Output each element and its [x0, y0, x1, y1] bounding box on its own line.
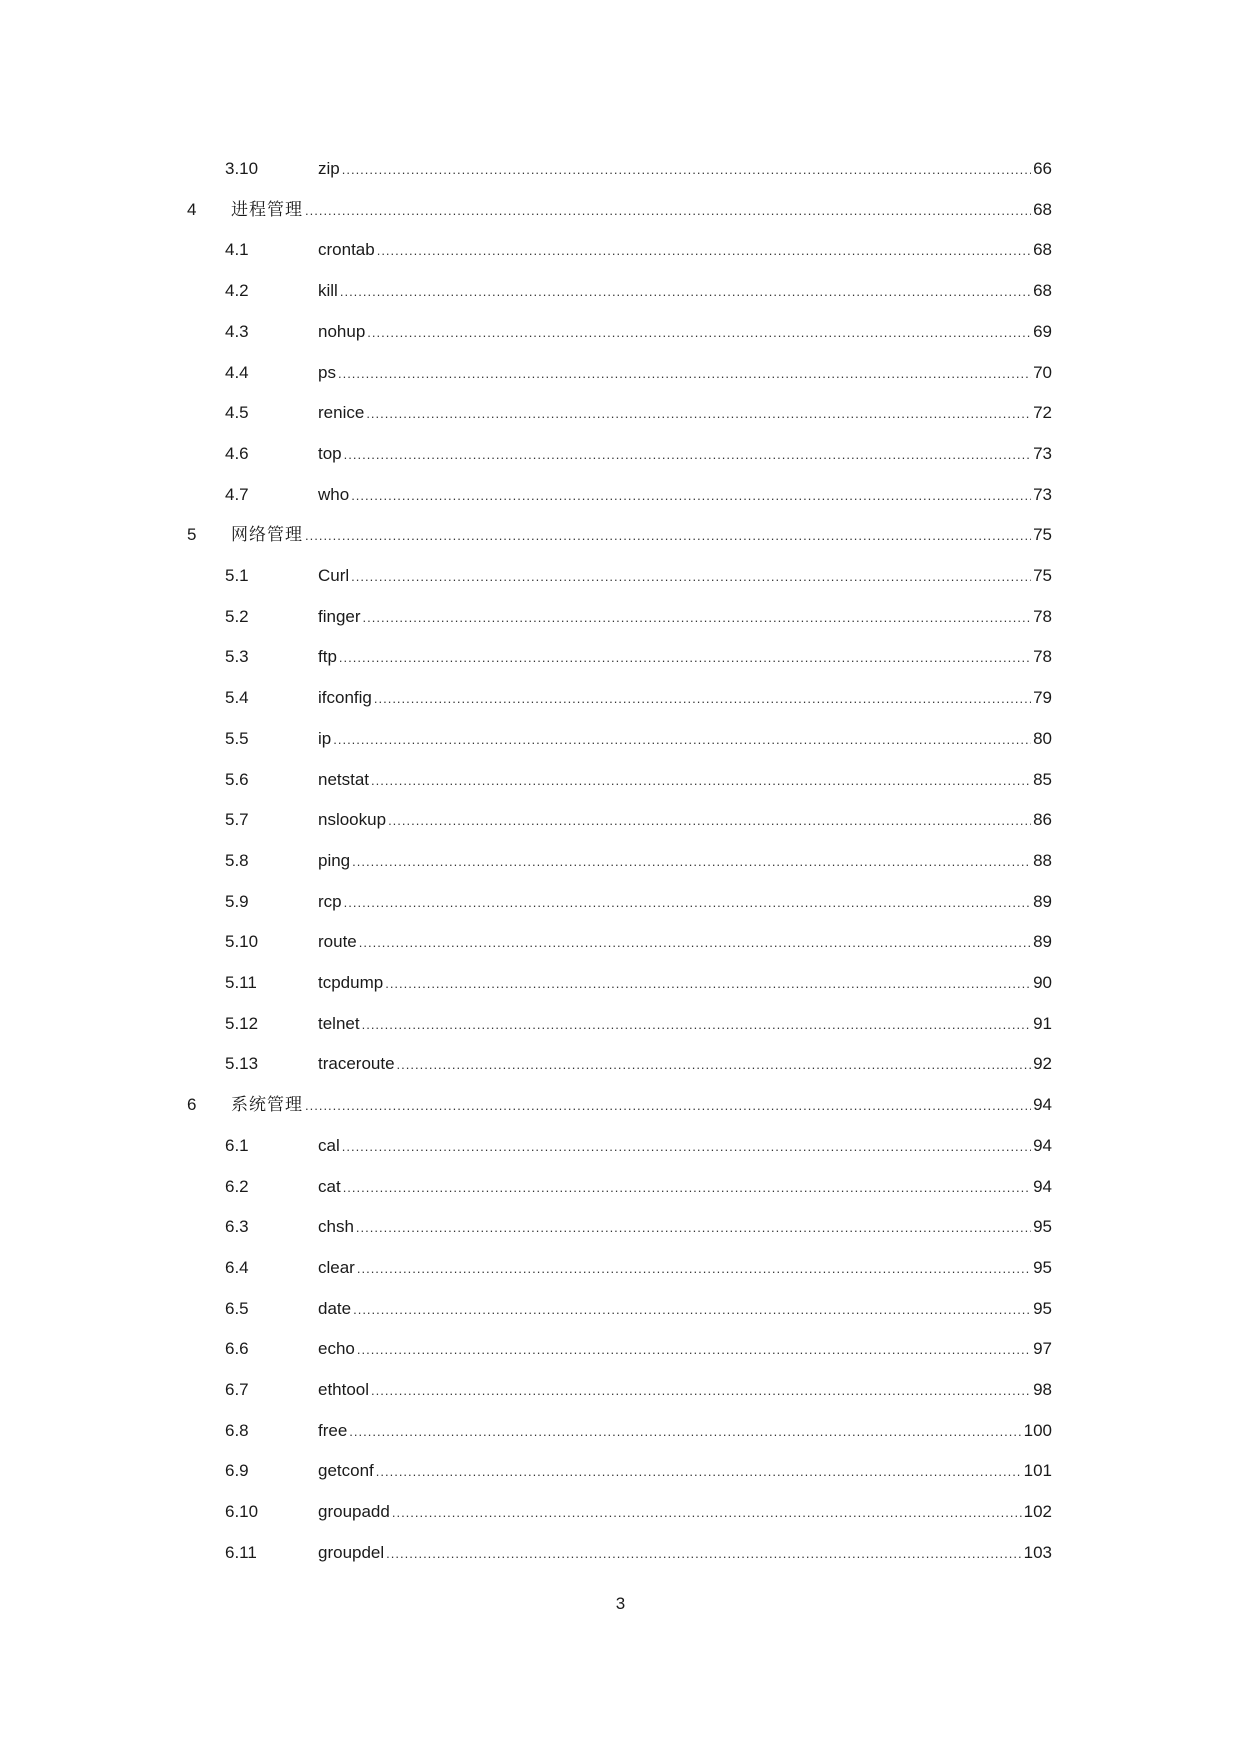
toc-entry-number: 5.10 [225, 932, 259, 951]
toc-dot-leader [352, 847, 1031, 877]
toc-entry-page: 68 [1033, 281, 1052, 300]
toc-entry-title: nohup [318, 322, 366, 341]
toc-entry-number: 6.9 [225, 1461, 249, 1480]
toc-entry-title: chsh [318, 1217, 354, 1236]
toc-entry-title: 网络管理 [231, 525, 303, 545]
toc-entry-number: 5.13 [225, 1054, 259, 1073]
toc-entry-title: crontab [318, 240, 375, 259]
toc-entry-number: 6.4 [225, 1258, 249, 1277]
toc-section-entry[interactable] [225, 398, 1052, 428]
toc-entry-number: 6 [187, 1095, 197, 1114]
toc-entry-number: 6.6 [225, 1339, 249, 1358]
toc-entry-title: finger [318, 607, 361, 626]
toc-entry-number: 5.1 [225, 566, 249, 585]
toc-entry-title: traceroute [318, 1054, 395, 1073]
toc-entry-title: ping [318, 851, 351, 870]
toc-section-entry[interactable] [225, 480, 1052, 510]
toc-dot-leader [385, 969, 1031, 999]
toc-entry-page: 66 [1033, 159, 1052, 178]
toc-entry-title: date [318, 1299, 352, 1318]
toc-entry-title: netstat [318, 770, 370, 789]
toc-entry-title: who [318, 485, 350, 504]
toc-entry-title: ip [318, 729, 332, 748]
toc-entry-number: 5.2 [225, 607, 249, 626]
toc-dot-leader [392, 1498, 1022, 1528]
toc-section-entry[interactable] [225, 1212, 1052, 1242]
toc-dot-leader [376, 1457, 1022, 1487]
toc-section-entry[interactable] [225, 1294, 1052, 1324]
toc-section-entry[interactable] [225, 642, 1052, 672]
toc-entry-number: 4.6 [225, 444, 249, 463]
toc-chapter-entry[interactable] [187, 520, 1052, 550]
toc-entry-title: ethtool [318, 1380, 370, 1399]
toc-entry-number: 5 [187, 525, 197, 544]
toc-section-entry[interactable] [225, 154, 1052, 184]
toc-section-entry[interactable] [225, 724, 1052, 754]
toc-dot-leader [349, 1417, 1021, 1447]
toc-section-entry[interactable] [225, 887, 1052, 917]
toc-section-entry[interactable] [225, 1334, 1052, 1364]
toc-section-entry[interactable] [225, 1049, 1052, 1079]
toc-entry-page: 103 [1023, 1543, 1052, 1562]
toc-section-entry[interactable] [225, 927, 1052, 957]
toc-entry-page: 69 [1033, 322, 1052, 341]
toc-dot-leader [305, 1091, 1031, 1121]
toc-dot-leader [377, 236, 1031, 266]
toc-entry-title: zip [318, 159, 340, 178]
toc-entry-page: 91 [1033, 1014, 1052, 1033]
toc-entry-title: nslookup [318, 810, 387, 829]
toc-entry-number: 4.3 [225, 322, 249, 341]
toc-entry-page: 86 [1033, 810, 1052, 829]
toc-entry-number: 6.5 [225, 1299, 249, 1318]
toc-entry-page: 75 [1033, 566, 1052, 585]
toc-entry-title: echo [318, 1339, 355, 1358]
toc-entry-page: 89 [1033, 932, 1052, 951]
toc-section-entry[interactable] [225, 602, 1052, 632]
toc-entry-title: route [318, 932, 357, 951]
toc-section-entry[interactable] [225, 1253, 1052, 1283]
toc-entry-title: 进程管理 [231, 200, 303, 220]
toc-section-entry[interactable] [225, 1009, 1052, 1039]
toc-entry-number: 6.8 [225, 1421, 249, 1440]
toc-entry-number: 5.3 [225, 647, 249, 666]
toc-entry-title: telnet [318, 1014, 360, 1033]
toc-entry-number: 5.8 [225, 851, 249, 870]
toc-section-entry[interactable] [225, 235, 1052, 265]
toc-entry-page: 68 [1033, 200, 1052, 219]
toc-entry-page: 101 [1023, 1461, 1052, 1480]
toc-entry-page: 73 [1033, 444, 1052, 463]
toc-entry-page: 72 [1033, 403, 1052, 422]
toc-entry-page: 92 [1033, 1054, 1052, 1073]
toc-entry-title: cat [318, 1177, 341, 1196]
toc-entry-page: 68 [1033, 240, 1052, 259]
toc-section-entry[interactable] [225, 968, 1052, 998]
toc-entry-page: 88 [1033, 851, 1052, 870]
toc-entry-page: 102 [1023, 1502, 1052, 1521]
toc-dot-leader [366, 399, 1031, 429]
toc-section-entry[interactable] [225, 317, 1052, 347]
toc-dot-leader [344, 440, 1031, 470]
toc-entry-title: ftp [318, 647, 337, 666]
toc-entry-page: 79 [1033, 688, 1052, 707]
toc-section-entry[interactable] [225, 561, 1052, 591]
toc-dot-leader [359, 928, 1031, 958]
toc-dot-leader [371, 1376, 1031, 1406]
toc-entry-title: kill [318, 281, 338, 300]
toc-entry-number: 5.6 [225, 770, 249, 789]
toc-entry-title: 系统管理 [231, 1095, 303, 1115]
toc-dot-leader [340, 277, 1031, 307]
toc-section-entry[interactable] [225, 805, 1052, 835]
toc-dot-leader [305, 521, 1031, 551]
toc-entry-page: 98 [1033, 1380, 1052, 1399]
toc-entry-number: 6.2 [225, 1177, 249, 1196]
toc-entry-number: 6.11 [225, 1543, 257, 1562]
toc-entry-page: 100 [1023, 1421, 1052, 1440]
toc-dot-leader [388, 806, 1031, 836]
toc-dot-leader [344, 888, 1031, 918]
toc-dot-leader [386, 1539, 1021, 1569]
toc-entry-number: 4.5 [225, 403, 249, 422]
toc-entry-number: 5.11 [225, 973, 257, 992]
toc-entry-number: 5.7 [225, 810, 249, 829]
toc-dot-leader [357, 1335, 1031, 1365]
toc-dot-leader [351, 481, 1031, 511]
toc-entry-page: 95 [1033, 1299, 1052, 1318]
toc-entry-page: 89 [1033, 892, 1052, 911]
toc-entry-page: 95 [1033, 1217, 1052, 1236]
toc-dot-leader [397, 1050, 1032, 1080]
toc-entry-page: 70 [1033, 363, 1052, 382]
toc-dot-leader [356, 1213, 1031, 1243]
toc-entry-title: tcpdump [318, 973, 384, 992]
toc-dot-leader [338, 359, 1031, 389]
toc-entry-number: 5.5 [225, 729, 249, 748]
toc-dot-leader [342, 1132, 1031, 1162]
toc-entry-number: 4.2 [225, 281, 249, 300]
toc-dot-leader [374, 684, 1031, 714]
toc-entry-page: 78 [1033, 647, 1052, 666]
toc-chapter-entry[interactable] [187, 195, 1052, 225]
toc-entry-page: 94 [1033, 1136, 1052, 1155]
toc-entry-number: 6.10 [225, 1502, 259, 1521]
toc-entry-number: 3.10 [225, 159, 259, 178]
toc-section-entry[interactable] [225, 1497, 1052, 1527]
toc-entry-number: 6.1 [225, 1136, 249, 1155]
toc-section-entry[interactable] [225, 1416, 1052, 1446]
toc-section-entry[interactable] [225, 358, 1052, 388]
toc-entry-number: 6.3 [225, 1217, 249, 1236]
toc-entry-title: free [318, 1421, 348, 1440]
toc-entry-page: 90 [1033, 973, 1052, 992]
toc-dot-leader [367, 318, 1031, 348]
toc-entry-page: 95 [1033, 1258, 1052, 1277]
toc-dot-leader [339, 643, 1031, 673]
toc-entry-page: 80 [1033, 729, 1052, 748]
toc-dot-leader [363, 603, 1032, 633]
toc-dot-leader [357, 1254, 1031, 1284]
toc-section-entry[interactable] [225, 439, 1052, 469]
toc-section-entry[interactable] [225, 1456, 1052, 1486]
toc-entry-number: 6.7 [225, 1380, 249, 1399]
toc-entry-page: 78 [1033, 607, 1052, 626]
toc-dot-leader [362, 1010, 1031, 1040]
toc-dot-leader [305, 196, 1031, 226]
toc-dot-leader [351, 562, 1031, 592]
toc-entry-page: 75 [1033, 525, 1052, 544]
toc-entry-title: cal [318, 1136, 340, 1155]
toc-entry-title: ps [318, 363, 336, 382]
toc-entry-page: 94 [1033, 1095, 1052, 1114]
page-number: 3 [615, 1594, 626, 1613]
toc-entry-page: 73 [1033, 485, 1052, 504]
toc-entry-title: rcp [318, 892, 342, 911]
toc-section-entry[interactable] [225, 276, 1052, 306]
toc-entry-number: 5.4 [225, 688, 249, 707]
toc-entry-title: top [318, 444, 342, 463]
toc-section-entry[interactable] [225, 765, 1052, 795]
toc-dot-leader [371, 766, 1031, 796]
toc-entry-number: 4 [187, 200, 197, 219]
toc-dot-leader [343, 1173, 1031, 1203]
toc-entry-title: groupdel [318, 1543, 385, 1562]
toc-section-entry[interactable] [225, 1172, 1052, 1202]
toc-entry-title: groupadd [318, 1502, 390, 1521]
toc-section-entry[interactable] [225, 1131, 1052, 1161]
toc-entry-number: 4.7 [225, 485, 249, 504]
toc-entry-page: 97 [1033, 1339, 1052, 1358]
toc-entry-page: 94 [1033, 1177, 1052, 1196]
toc-section-entry[interactable] [225, 683, 1052, 713]
toc-entry-title: Curl [318, 566, 350, 585]
toc-section-entry[interactable] [225, 846, 1052, 876]
toc-entry-title: renice [318, 403, 365, 422]
toc-chapter-entry[interactable] [187, 1090, 1052, 1120]
toc-section-entry[interactable] [225, 1538, 1052, 1568]
toc-dot-leader [342, 155, 1031, 185]
toc-section-entry[interactable] [225, 1375, 1052, 1405]
toc-entry-title: ifconfig [318, 688, 372, 707]
toc-entry-number: 5.9 [225, 892, 249, 911]
toc-dot-leader [333, 725, 1031, 755]
toc-entry-number: 4.1 [225, 240, 249, 259]
toc-entry-page: 85 [1033, 770, 1052, 789]
toc-dot-leader [353, 1295, 1031, 1325]
toc-entry-title: getconf [318, 1461, 374, 1480]
toc-entry-title: clear [318, 1258, 355, 1277]
toc-entry-number: 4.4 [225, 363, 249, 382]
toc-entry-number: 5.12 [225, 1014, 259, 1033]
